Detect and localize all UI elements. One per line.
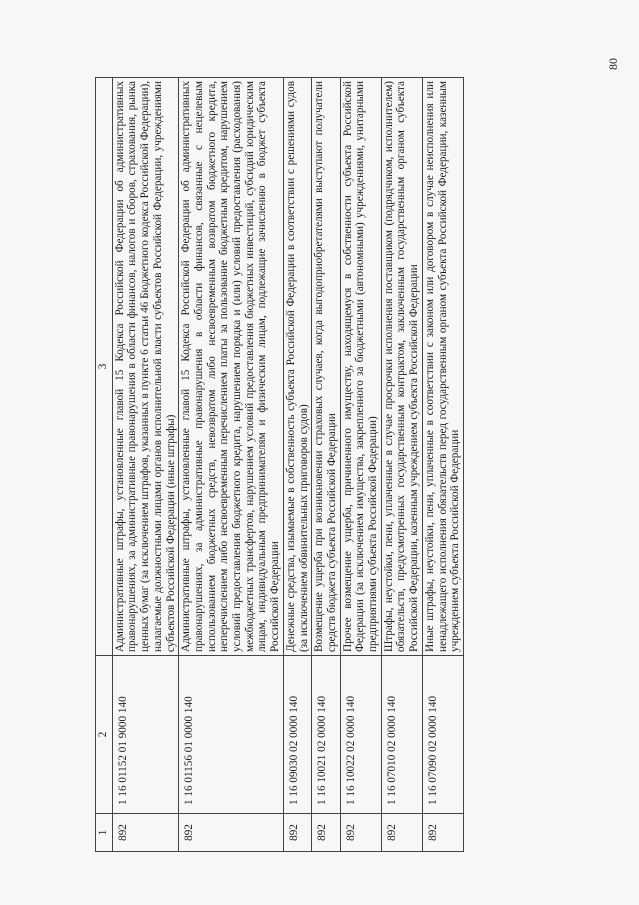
table-header-row	[96, 78, 113, 852]
budget-code-cell: 1 16 07010 02 0000 140	[381, 656, 422, 814]
header-col-2: 2	[96, 656, 113, 814]
page-number: 80	[606, 58, 620, 70]
admin-code-cell: 892	[112, 814, 179, 852]
description-cell: Возмещение ущерба при возникновении страховых случаев, когда выгодоприобретателями выступают получатели средств бюджета субъекта Российской Федерации	[312, 78, 340, 656]
header-col-1: 1	[96, 814, 113, 852]
revenue-codes-table	[95, 77, 464, 852]
description-cell: Иные штрафы, неустойки, пени, уплаченные в соответствии с законом или договором в случае неисполнения или ненадлежащего исполнения обязательств перед государственным органом субъекта Российской Федерации, казенным учреждением субъекта Российской Федерации	[422, 78, 463, 656]
table-row	[312, 78, 340, 852]
budget-code-cell: 1 16 01156 01 0000 140	[179, 656, 284, 814]
table-row	[112, 78, 179, 852]
description-cell: Денежные средства, изымаемые в собственность субъекта Российской Федерации в соответствии с решениями судов (за исключением обвинительных приговоров судов)	[283, 78, 311, 656]
admin-code-cell: 892	[179, 814, 284, 852]
rotated-table-container	[95, 77, 565, 852]
table-row	[179, 78, 284, 852]
admin-code-cell: 892	[312, 814, 340, 852]
budget-code-cell: 1 16 07090 02 0000 140	[422, 656, 463, 814]
table-row	[422, 78, 463, 852]
budget-code-cell: 1 16 10022 02 0000 140	[340, 656, 381, 814]
description-cell: Административные штрафы, установленные главой 15 Кодекса Российской Федерации об административных правонарушениях, за административные правонарушения в области финансов, связанные с нецелевым использованием бюджетных средств, невозвратом либо несвоевременным возвратом бюджетного кредита, неперечислением либо несвоевременным перечислением платы за пользование бюджетным кредитом, нарушением условий предоставления бюджетного кредита, нарушением порядка и (или) условий предоставления (расходования) межбюджетных трансфертов, нарушением условий предоставления бюджетных инвестиций, субсидий юридическим лицам, индивидуальным предпринимателям и физическим лицам, подлежащие зачислению в бюджет субъекта Российской Федерации	[179, 78, 284, 656]
table-row	[381, 78, 422, 852]
admin-code-cell: 892	[381, 814, 422, 852]
description-cell: Прочее возмещение ущерба, причиненного имуществу, находящемуся в собственности субъекта Российской Федерации (за исключением имущества, закрепленного за бюджетными (автономными) учреждениями, унитарными предприятиями субъекта Российской Федерации)	[340, 78, 381, 656]
table-row	[340, 78, 381, 852]
description-cell: Административные штрафы, установленные главой 15 Кодекса Российской Федерации об административных правонарушениях, за административные правонарушения в области финансов, налогов и сборов, страхования, рынка ценных бумаг (за исключением штрафов, указанных в пункте 6 статьи 46 Бюджетного кодекса Российской Федерации), налагаемые должностными лицами органов исполнительной власти субъектов Российской Федерации, учреждениями субъектов Российской Федерации (иные штрафы)	[112, 78, 179, 656]
header-col-3: 3	[96, 78, 113, 656]
table-row	[283, 78, 311, 852]
budget-code-cell: 1 16 01152 01 9000 140	[112, 656, 179, 814]
admin-code-cell: 892	[283, 814, 311, 852]
description-cell: Штрафы, неустойки, пени, уплаченные в случае просрочки исполнения поставщиком (подрядчиком, исполнителем) обязательств, предусмотренных государственным контрактом, заключенным государственным органом субъекта Российской Федерации, казенным учреждением субъекта Российской Федерации	[381, 78, 422, 656]
admin-code-cell: 892	[340, 814, 381, 852]
admin-code-cell: 892	[422, 814, 463, 852]
budget-code-cell: 1 16 10021 02 0000 140	[312, 656, 340, 814]
budget-code-cell: 1 16 09030 02 0000 140	[283, 656, 311, 814]
